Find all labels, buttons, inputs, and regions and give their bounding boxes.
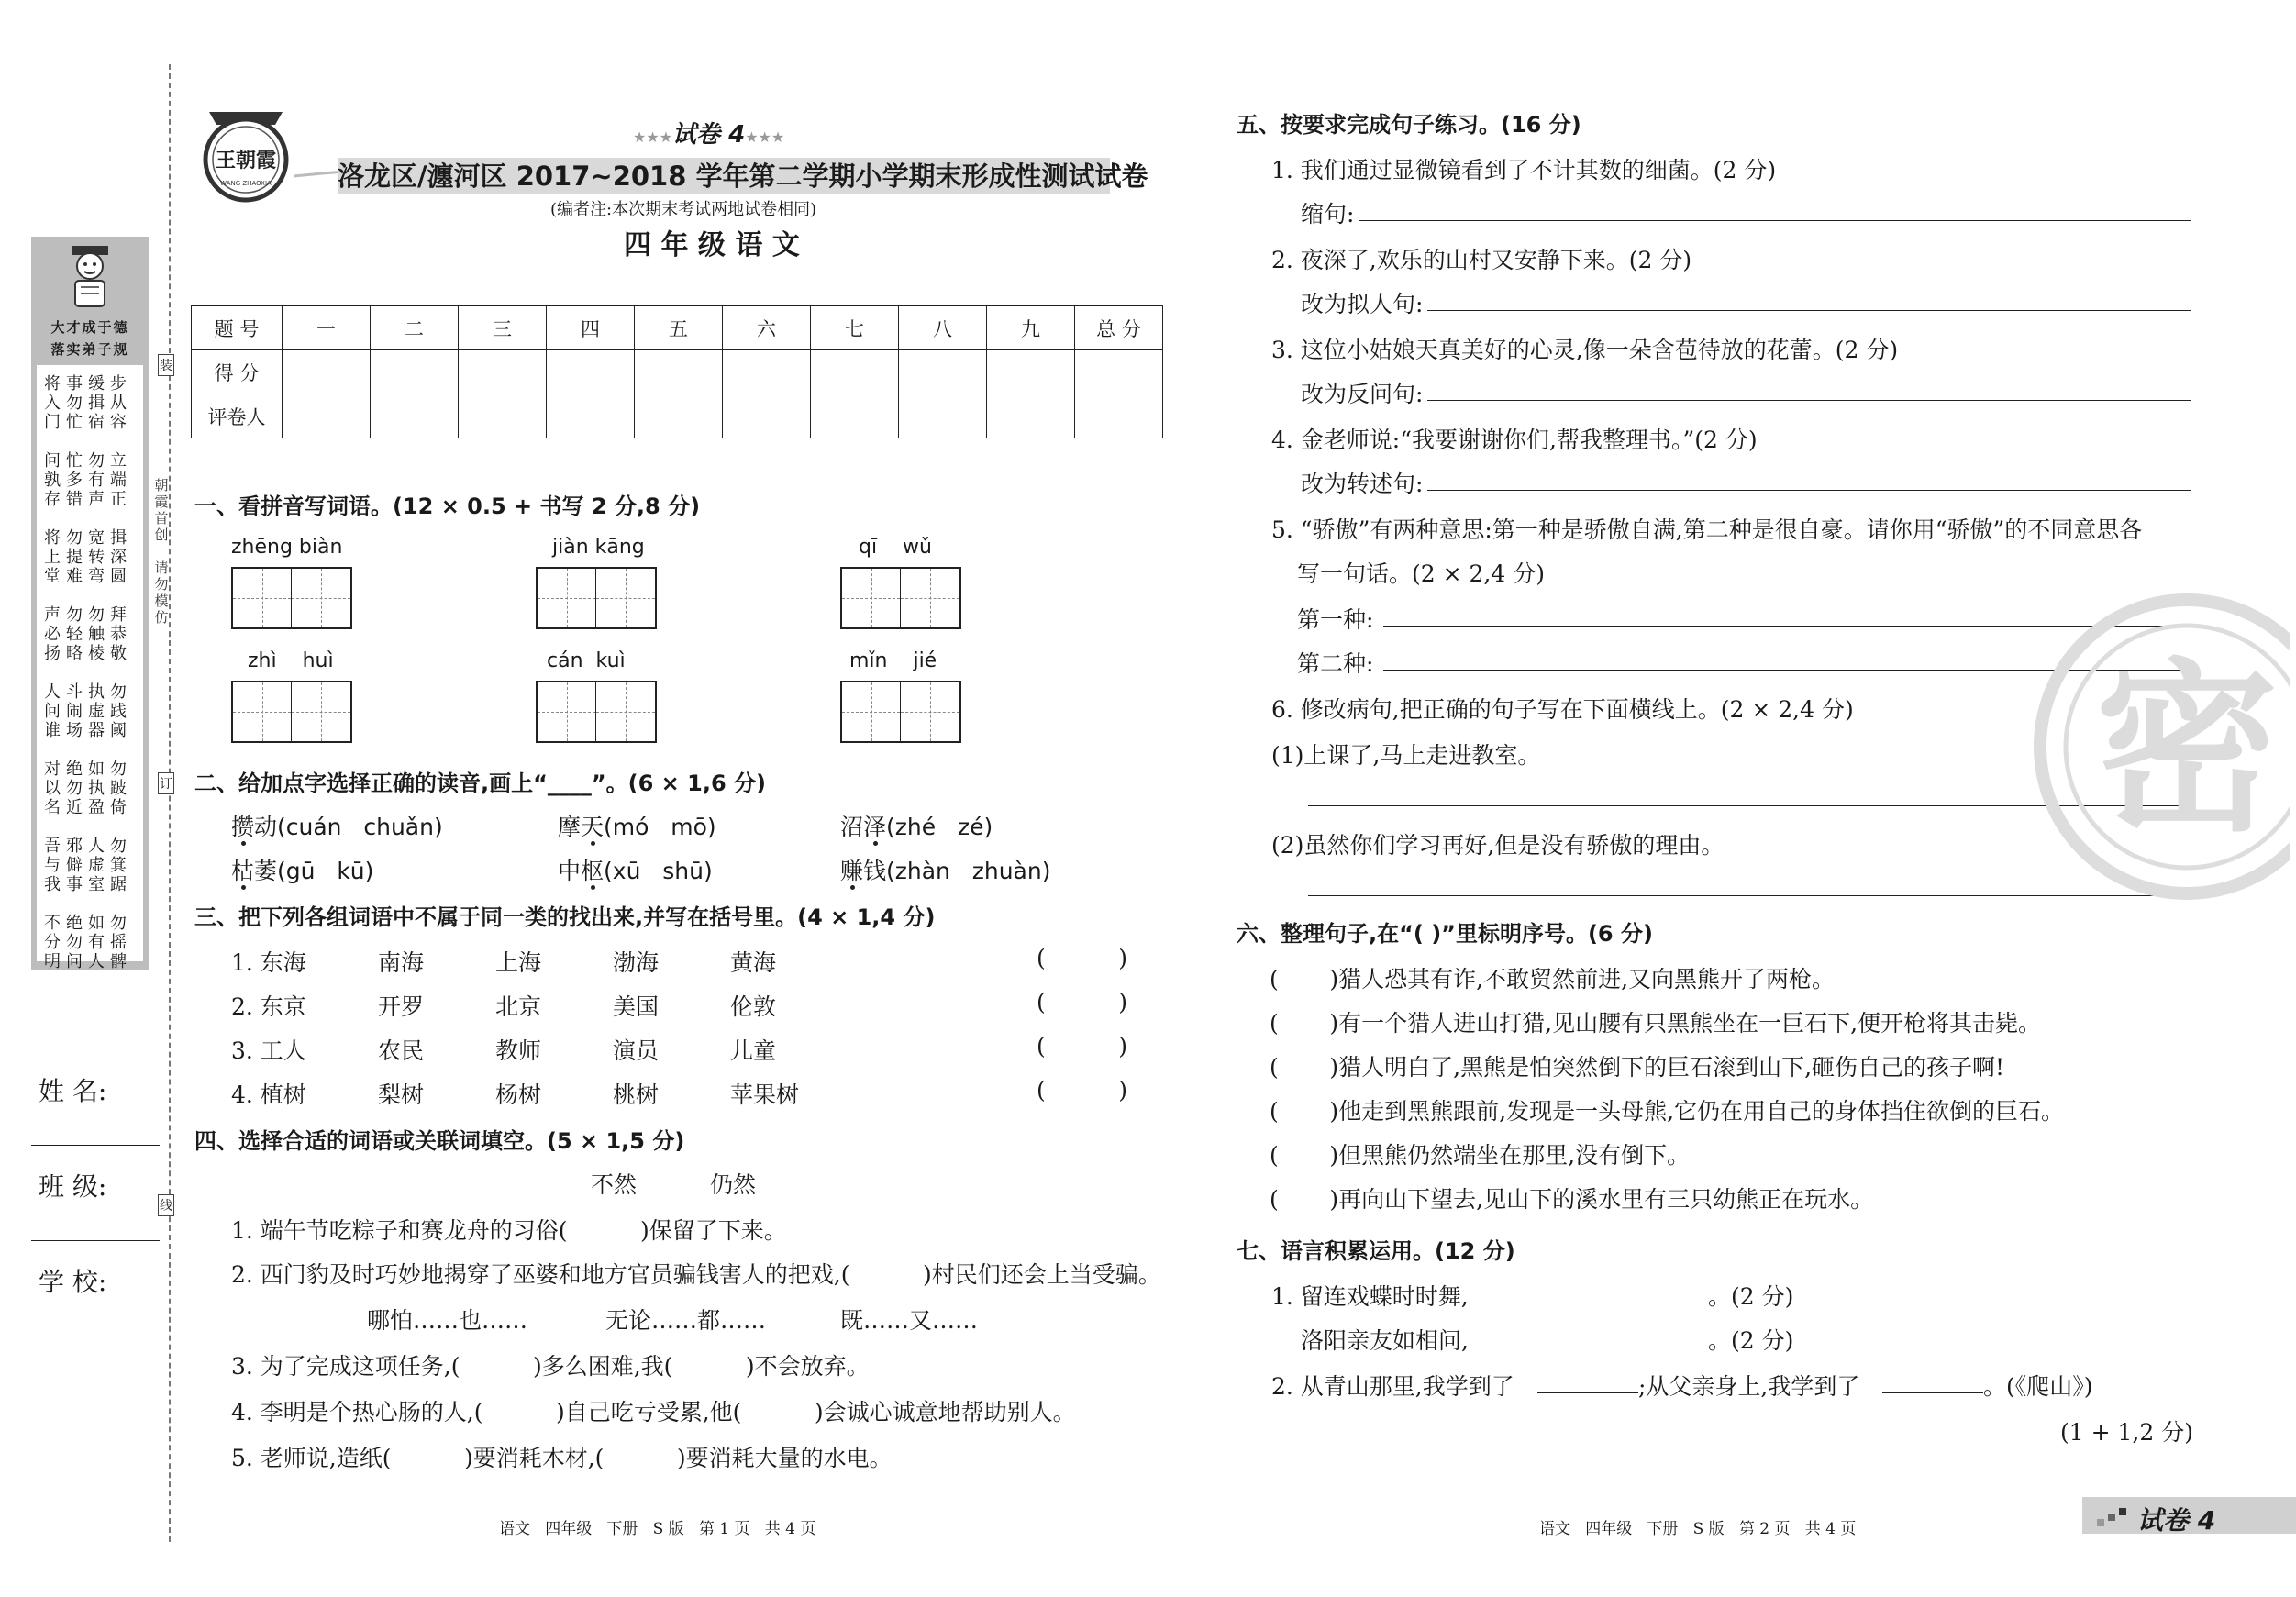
answer-label: 缩句: [1301,201,1355,227]
pronunciation-item[interactable]: 中枢(xū shū) [558,858,713,884]
answer-line[interactable] [1359,220,2191,221]
word-choice: 仍然 [710,1171,757,1198]
score-header-cell: 总 分 [1075,306,1163,350]
motto-line1: 大才成于德 [50,319,129,336]
svg-text:密: 密 [2094,643,2279,857]
grader-cell[interactable] [811,394,899,438]
question-text: 写一句话。(2 × 2,4 分) [1297,560,1545,587]
word: 4. 植树 [231,1081,306,1108]
motto-line2: 落实弟子规 [50,341,129,358]
score-header-cell: 二 [371,306,459,350]
name-label: 姓 名: [39,1076,107,1106]
question-text: 2. 夜深了,欢乐的山村又安静下来。(2 分) [1271,247,1692,273]
name-field[interactable] [31,1145,160,1146]
answer-line[interactable] [1537,1392,1638,1393]
pronunciation-item[interactable]: 赚钱(zhàn zhuàn) [840,858,1051,884]
score-note: 。(2 分) [1708,1327,1794,1354]
writing-grid[interactable] [536,681,657,743]
grader-cell[interactable] [459,394,547,438]
word: 开罗 [378,993,425,1020]
pronunciation-item[interactable]: 摩天(mó mō) [558,814,716,840]
grader-cell[interactable] [547,394,635,438]
grader-row [192,394,1163,438]
fill-question[interactable]: 4. 李明是个热心肠的人,( )自己吃亏受累,他( )会诚心诚意地帮助别人。 [231,1399,1076,1425]
order-item[interactable]: ( )他走到黑熊跟前,发现是一头母熊,它仍在用自己的身体挡住欲倒的巨石。 [1270,1098,2065,1125]
word: 伦敦 [730,993,777,1020]
order-item[interactable]: ( )有一个猎人进山打猎,见山腰有只黑熊坐在一巨石下,便开枪将其击毙。 [1270,1010,2042,1037]
score-cell[interactable] [635,350,723,394]
footer-squares-icon [2097,1508,2130,1534]
score-header-cell: 四 [547,306,635,350]
word: 北京 [495,993,542,1020]
word: 教师 [495,1037,542,1064]
poem-line: 。(《爬山》) [1983,1373,2093,1400]
word: 桃树 [613,1081,660,1108]
answer-label: 第二种: [1297,650,1374,677]
pronunciation-item[interactable]: 攒动(cuán chuǎn) [231,814,443,840]
word: 1. 东海 [231,949,306,976]
word: 农民 [378,1037,425,1064]
pronunciation-item[interactable]: 枯萎(gū kū) [231,858,374,884]
binding-mark-2: 订 [158,772,174,794]
answer-bracket[interactable]: ( ) [1037,1077,1127,1103]
word: 南海 [378,949,425,976]
school-label: 学 校: [39,1267,107,1297]
word: 杨树 [495,1081,542,1108]
sec4-title: 四、选择合适的词语或关联词填空。(5 × 1,5 分) [194,1128,685,1154]
class-field[interactable] [31,1240,160,1241]
score-cell[interactable] [811,350,899,394]
sec7-title: 七、语言积累运用。(12 分) [1237,1238,1515,1264]
score-row [192,350,1163,394]
score-header-cell: 八 [899,306,987,350]
motto-panel [31,237,149,970]
vertical-note: 朝 霞 首 创 请 勿 模 仿 [154,477,169,626]
footer-left: 语文 四年级 下册 S 版 第 1 页 共 4 页 [499,1520,816,1538]
grader-cell[interactable] [635,394,723,438]
subject-title: 四 年 级 语 文 [624,229,800,261]
word-choice: 哪怕……也…… [367,1307,528,1334]
grader-cell[interactable] [283,394,371,438]
word: 上海 [495,949,542,976]
score-note: 。(2 分) [1708,1283,1794,1310]
word-choice: 不然 [591,1171,638,1198]
word: 苹果树 [730,1081,800,1108]
footer-right: 语文 四年级 下册 S 版 第 2 页 共 4 页 [1539,1520,1857,1538]
sec5-title: 五、按要求完成句子练习。(16 分) [1237,112,1581,138]
motto-text-area [37,365,143,971]
question-text: 1. 我们通过显微镜看到了不计其数的细菌。(2 分) [1271,157,1777,183]
score-header-cell: 九 [987,306,1075,350]
binding-line [169,64,171,1542]
badge-title: ★★★试卷 4★★★ [633,121,785,149]
score-header-cell: 三 [459,306,547,350]
binding-mark-1: 装 [158,354,174,376]
word: 渤海 [613,949,660,976]
order-item[interactable]: ( )猎人恐其有诈,不敢贸然前进,又向黑熊开了两枪。 [1270,966,1836,993]
answer-bracket[interactable]: ( ) [1037,1033,1127,1059]
poem-line: 洛阳亲友如相问, [1301,1327,1469,1354]
score-cell[interactable] [371,350,459,394]
word: 梨树 [378,1081,425,1108]
sec1-title: 一、看拼音写词语。(12 × 0.5 + 书写 2 分,8 分) [194,494,701,519]
total-score-cell[interactable] [1075,350,1163,438]
score-note: (1 + 1,2 分) [2060,1419,2193,1446]
score-header-row [192,306,1163,350]
score-cell[interactable] [987,350,1075,394]
grader-cell[interactable] [899,394,987,438]
score-header-cell: 六 [723,306,811,350]
writing-grid[interactable] [231,681,352,743]
order-item[interactable]: ( )但黑熊仍然端坐在那里,没有倒下。 [1270,1142,1691,1169]
word: 美国 [613,993,660,1020]
score-row-label: 评卷人 [192,394,283,438]
question-text: (2)虽然你们学习再好,但是没有骄傲的理由。 [1271,832,1725,859]
score-cell[interactable] [723,350,811,394]
poem-line: 2. 从青山那里,我学到了 [1271,1373,1514,1400]
writing-grid[interactable] [536,567,657,629]
order-item[interactable]: ( )猎人明白了,黑熊是怕突然倒下的巨石滚到山下,砸伤自己的孩子啊! [1270,1054,2005,1081]
score-cell[interactable] [459,350,547,394]
svg-text:王朝霞: 王朝霞 [215,149,277,172]
pinyin-label: qī wǔ [859,536,932,559]
sec3-title: 三、把下列各组词语中不属于同一类的找出来,并写在括号里。(4 × 1,4 分) [194,904,936,930]
question-text: (1)上课了,马上走进教室。 [1271,742,1541,769]
editor-note: (编者注:本次期末考试两地试卷相同) [550,200,817,219]
mascot-icon [62,246,117,310]
answer-line[interactable] [1427,310,2191,311]
answer-label: 改为拟人句: [1301,291,1424,317]
sec6-title: 六、整理句子,在“( )”里标明序号。(6 分) [1237,921,1653,947]
question-text: 4. 金老师说:“我要谢谢你们,帮我整理书。”(2 分) [1271,427,1758,453]
poem-line: 1. 留连戏蝶时时舞, [1271,1283,1469,1310]
score-row-label: 得 分 [192,350,283,394]
svg-text:WANG ZHAOXIA: WANG ZHAOXIA [220,180,272,187]
answer-bracket[interactable]: ( ) [1037,989,1127,1015]
sec2-title: 二、给加点字选择正确的读音,画上“____”。(6 × 1,6 分) [194,771,766,796]
word: 演员 [613,1037,660,1064]
grader-cell[interactable] [987,394,1075,438]
writing-grid[interactable] [840,681,961,743]
fill-question[interactable]: 2. 西门豹及时巧妙地揭穿了巫婆和地方官员骗钱害人的把戏,( )村民们还会上当受骗。 [231,1261,1161,1288]
score-table [191,305,1163,438]
question-text: 5. “骄傲”有两种意思:第一种是骄傲自满,第二种是很自豪。请你用“骄傲”的不同意思各 [1271,516,2143,543]
writing-grid[interactable] [231,567,352,629]
score-header-cell: 题 号 [192,306,283,350]
binding-mark-3: 线 [158,1194,174,1216]
word: 儿童 [730,1037,777,1064]
pinyin-label: cán kuì [547,649,626,672]
confidential-stamp [2024,572,2290,921]
footer-badge: 试卷 4 [2137,1505,2216,1536]
grader-cell[interactable] [723,394,811,438]
answer-label: 改为转述句: [1301,471,1424,497]
poem-line: ;从父亲身上,我学到了 [1638,1373,1860,1400]
pronunciation-item[interactable]: 沼泽(zhé zé) [840,814,993,840]
writing-grid[interactable] [840,567,961,629]
answer-label: 第一种: [1297,606,1374,633]
exam-title: 洛龙区/瀍河区 2017~2018 学年第二学期小学期末形成性测试试卷 [338,158,1110,194]
word: 2. 东京 [231,993,306,1020]
answer-label: 改为反问句: [1301,381,1424,407]
score-header-cell: 一 [283,306,371,350]
score-header-cell: 五 [635,306,723,350]
answer-line[interactable] [1882,1392,1983,1393]
score-cell[interactable] [899,350,987,394]
fill-question[interactable]: 3. 为了完成这项任务,( )多么困难,我( )不会放弃。 [231,1353,870,1380]
fill-question[interactable]: 5. 老师说,造纸( )要消耗木材,( )要消耗大量的水电。 [231,1445,893,1471]
answer-line[interactable] [1427,490,2191,491]
motto-block: 将事缓步 入勿揖从 门忙宿容 问忙勿立 孰多有端 存错声正 将勿宽揖 上提转深 堂难弯圆 声勿勿拜 必轻触恭 扬略棱敬 人斗执勿 问闹虚践 谁场器阈 对绝如勿 以勿执跛 名近盈倚 吾邪人勿 与僻虚箕 我事室踞 不绝如勿 分勿有摇 明问人髀 [44,374,132,971]
word-choice: 既……又…… [840,1307,979,1334]
grader-cell[interactable] [371,394,459,438]
pinyin-label: zhì huì [248,649,334,672]
pinyin-label: jiàn kāng [552,536,645,559]
score-cell[interactable] [283,350,371,394]
order-item[interactable]: ( )再向山下望去,见山下的溪水里有三只幼熊正在玩水。 [1270,1186,1874,1213]
question-text: 3. 这位小姑娘天真美好的心灵,像一朵含苞待放的花蕾。(2 分) [1271,337,1899,363]
score-cell[interactable] [547,350,635,394]
answer-bracket[interactable]: ( ) [1037,945,1127,971]
word: 3. 工人 [231,1037,306,1064]
question-text: 6. 修改病句,把正确的句子写在下面横线上。(2 × 2,4 分) [1271,696,1854,723]
pinyin-label: zhēng biàn [231,536,343,559]
score-header-cell: 七 [811,306,899,350]
answer-line[interactable] [1427,400,2191,401]
class-label: 班 级: [39,1171,107,1202]
pinyin-label: mǐn jié [849,649,937,672]
word: 黄海 [730,949,777,976]
word-choice: 无论……都…… [605,1307,767,1334]
fill-question[interactable]: 1. 端午节吃粽子和赛龙舟的习俗( )保留了下来。 [231,1217,787,1244]
brand-logo [191,103,301,204]
